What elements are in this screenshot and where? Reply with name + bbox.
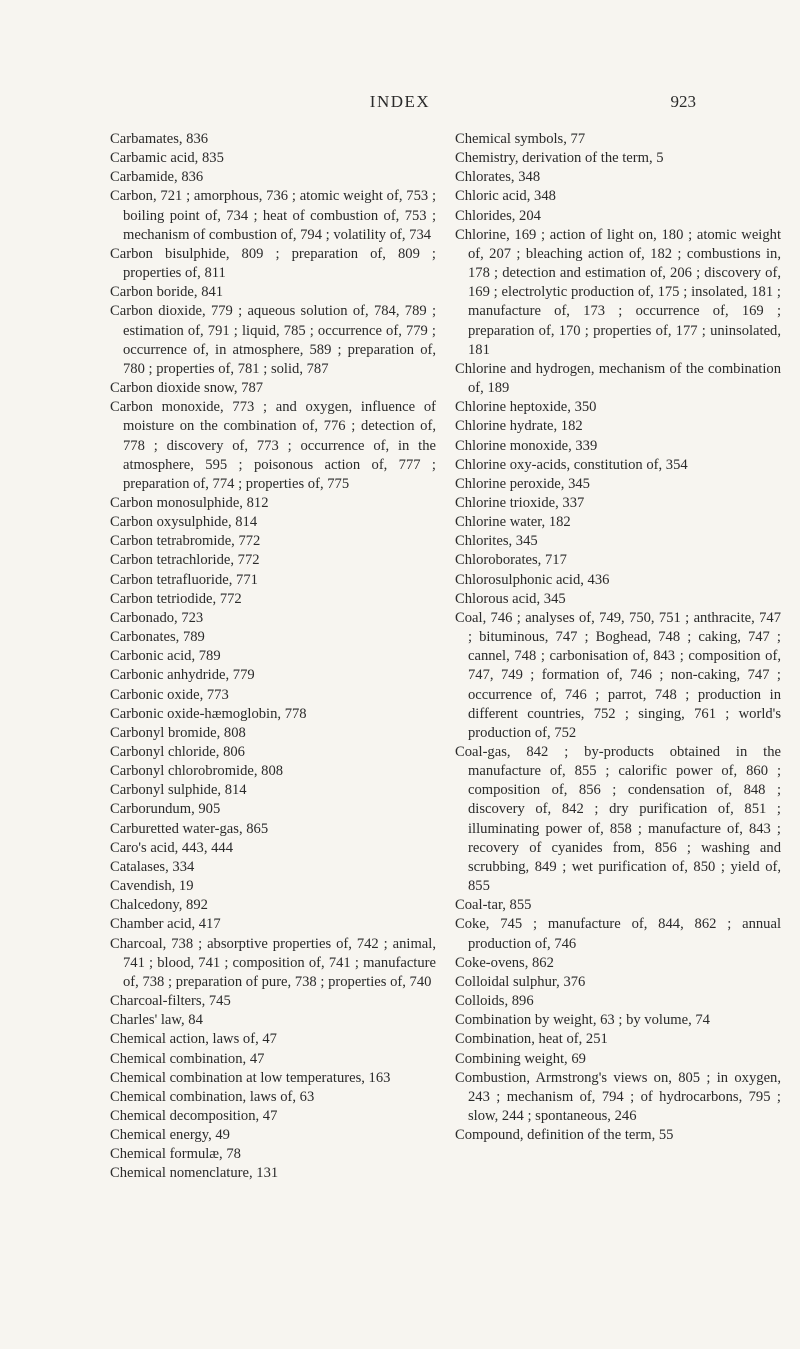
index-entry: Carbon, 721 ; amorphous, 736 ; atomic weight of, 753 ; boiling point of, 734 ; heat of combustion of, 753 ; mechanism of combustion of, 794 ; volatility of, 734 bbox=[110, 188, 436, 243]
index-entry: Colloidal sulphur, 376 bbox=[455, 973, 586, 990]
index-entry: Chemistry, derivation of the term, 5 bbox=[455, 150, 664, 167]
index-entry: Colloids, 896 bbox=[455, 993, 534, 1010]
index-entry: Combination, heat of, 251 bbox=[455, 1031, 608, 1048]
index-entry: Charcoal, 738 ; absorptive properties of, 742 ; animal, 741 ; blood, 741 ; composition of, 741 ; manufacture of, 738 ; preparation of pure, 738 ; properties of, 740 bbox=[110, 935, 436, 990]
index-entry: Catalases, 334 bbox=[110, 858, 195, 875]
index-entry: Coke, 745 ; manufacture of, 844, 862 ; annual production of, 746 bbox=[455, 916, 781, 952]
index-entry: Carbon dioxide snow, 787 bbox=[110, 380, 264, 397]
index-entry: Carbon tetrachloride, 772 bbox=[110, 552, 260, 569]
index-entry: Carbon dioxide, 779 ; aqueous solution of, 784, 789 ; estimation of, 791 ; liquid, 785 ; occurrence of, 779 ; occurrence of, in atmosphere, 589 ; preparation of, 780 ; properties of, 781 ; solid, 787 bbox=[110, 303, 436, 377]
index-entry: Carbon tetrabromide, 772 bbox=[110, 533, 261, 550]
index-entry: Chlorine peroxide, 345 bbox=[455, 475, 590, 492]
index-entry: Carbonado, 723 bbox=[110, 609, 204, 626]
index-entry: Chlorine, 169 ; action of light on, 180 ; atomic weight of, 207 ; bleaching action of, 182 ; combustions in, 178 ; detection and estimation of, 206 ; discovery of, 169 ; electrolytic production of, 175 ; insolated, 181 ; manufacture of, 173 ; occurrence of, 169 ; preparation of, 170 ; properties of, 177 ; uninsolated, 181 bbox=[455, 226, 781, 358]
index-entry: Carbonyl bromide, 808 bbox=[110, 724, 246, 741]
index-entry: Chlorous acid, 345 bbox=[455, 590, 566, 607]
index-entry: Carbon monoxide, 773 ; and oxygen, influence of moisture on the combination of, 776 ; detection of, 778 ; discovery of, 773 ; occurrence of, in the atmosphere, 595 ; poisonous action of, 777 ; preparation of, 774 ; properties of, 775 bbox=[110, 399, 436, 492]
index-entry: Compound, definition of the term, 55 bbox=[455, 1127, 674, 1144]
index-entry: Cavendish, 19 bbox=[110, 878, 194, 895]
index-entry: Carbon boride, 841 bbox=[110, 284, 224, 301]
index-entry: Carbonic oxide, 773 bbox=[110, 686, 229, 703]
index-entry: Carbonyl chlorobromide, 808 bbox=[110, 763, 284, 780]
index-entry: Chlorine monoxide, 339 bbox=[455, 437, 598, 454]
index-entry: Chemical decomposition, 47 bbox=[110, 1107, 278, 1124]
index-entry: Charles' law, 84 bbox=[110, 1012, 203, 1029]
index-entry: Chalcedony, 892 bbox=[110, 897, 208, 914]
index-entry: Carbon tetrafluoride, 771 bbox=[110, 571, 258, 588]
index-entry: Carbamide, 836 bbox=[110, 169, 204, 186]
index-entry: Charcoal-filters, 745 bbox=[110, 993, 231, 1010]
index-entry: Carbon oxysulphide, 814 bbox=[110, 514, 258, 531]
index-entry: Combustion, Armstrong's views on, 805 ; in oxygen, 243 ; mechanism of, 794 ; of hydrocarbons, 795 ; slow, 244 ; spontaneous, 246 bbox=[455, 1069, 781, 1124]
index-entry: Chlorine trioxide, 337 bbox=[455, 494, 585, 511]
index-entry: Carbonyl sulphide, 814 bbox=[110, 782, 247, 799]
page-title: INDEX bbox=[369, 92, 431, 111]
index-entry: Chemical energy, 49 bbox=[110, 1127, 230, 1144]
index-entry: Carbon monosulphide, 812 bbox=[110, 494, 269, 511]
index-entry: Chlorine and hydrogen, mechanism of the combination of, 189 bbox=[455, 360, 781, 397]
index-entry: Chlorine hydrate, 182 bbox=[455, 418, 583, 435]
index-entry: Coal-gas, 842 ; by-products obtained in the manufacture of, 855 ; calorific power of, 860 ; composition of, 856 ; condensation of, 848 ; discovery of, 842 ; dry purification of, 851 ; illuminating power of, 858 ; manufacture of, 843 ; recovery of cyanides from, 856 ; washing and scrubbing, 849 ; wet purification of, 850 ; yield of, 855 bbox=[455, 744, 781, 895]
index-entry: Chlorine heptoxide, 350 bbox=[455, 399, 597, 416]
index-entry: Coal, 746 ; analyses of, 749, 750, 751 ; anthracite, 747 ; bituminous, 747 ; Boghead, 748 ; caking, 747 ; cannel, 748 ; carbonisation of, 843 ; composition of, 747, 749 ; formation of, 746 ; non-caking, 747 ; occurrence of, 746 ; parrot, 748 ; production in different countries, 752 ; singing, 761 ; world's production of, 752 bbox=[455, 609, 781, 741]
index-entry: Carbamic acid, 835 bbox=[110, 150, 224, 167]
index-entry: Chlorides, 204 bbox=[455, 207, 541, 224]
index-entry: Combination by weight, 63 ; by volume, 74 bbox=[455, 1012, 710, 1029]
index-entry: Chemical combination, 47 bbox=[110, 1050, 265, 1067]
index-entry: Carbonic oxide-hæmoglobin, 778 bbox=[110, 705, 307, 722]
index-entry: Chlorine water, 182 bbox=[455, 514, 571, 531]
index-entry: Chemical action, laws of, 47 bbox=[110, 1031, 277, 1048]
index-entry: Chemical symbols, 77 bbox=[455, 131, 586, 147]
page-header bbox=[0, 92, 800, 116]
index-entry: Carbon tetriodide, 772 bbox=[110, 590, 242, 607]
index-entry: Carbonic acid, 789 bbox=[110, 648, 221, 665]
index-entry: Chloroborates, 717 bbox=[455, 552, 567, 569]
index-entry: Carburetted water-gas, 865 bbox=[110, 820, 269, 837]
index-column-left bbox=[110, 130, 436, 1184]
index-entry: Chemical formulæ, 78 bbox=[110, 1146, 241, 1163]
index-entry: Coke-ovens, 862 bbox=[455, 954, 554, 971]
index-entry: Carbonates, 789 bbox=[110, 629, 205, 646]
page-number: 923 bbox=[670, 92, 696, 111]
index-entry: Caro's acid, 443, 444 bbox=[110, 839, 234, 856]
index-entry: Coal-tar, 855 bbox=[455, 897, 532, 914]
index-entry: Combining weight, 69 bbox=[455, 1050, 586, 1067]
index-entry: Carbonic anhydride, 779 bbox=[110, 667, 255, 684]
index-column-right bbox=[455, 130, 781, 1145]
index-entry: Chlorates, 348 bbox=[455, 169, 541, 186]
index-entry: Chamber acid, 417 bbox=[110, 916, 221, 933]
index-entry: Chlorosulphonic acid, 436 bbox=[455, 571, 610, 588]
index-entry: Carbonyl chloride, 806 bbox=[110, 744, 245, 760]
index-entry: Chlorine oxy-acids, constitution of, 354 bbox=[455, 456, 688, 473]
index-entry: Chlorites, 345 bbox=[455, 533, 538, 550]
index-entry: Carbon bisulphide, 809 ; preparation of, 809 ; properties of, 811 bbox=[110, 245, 436, 282]
index-entry: Carbamates, 836 bbox=[110, 131, 209, 147]
index-entry: Chemical combination, laws of, 63 bbox=[110, 1088, 315, 1105]
index-entry: Carborundum, 905 bbox=[110, 801, 221, 818]
index-entry: Chemical nomenclature, 131 bbox=[110, 1165, 279, 1182]
index-entry: Chemical combination at low temperatures, 163 bbox=[110, 1069, 391, 1086]
index-entry: Chloric acid, 348 bbox=[455, 188, 556, 205]
